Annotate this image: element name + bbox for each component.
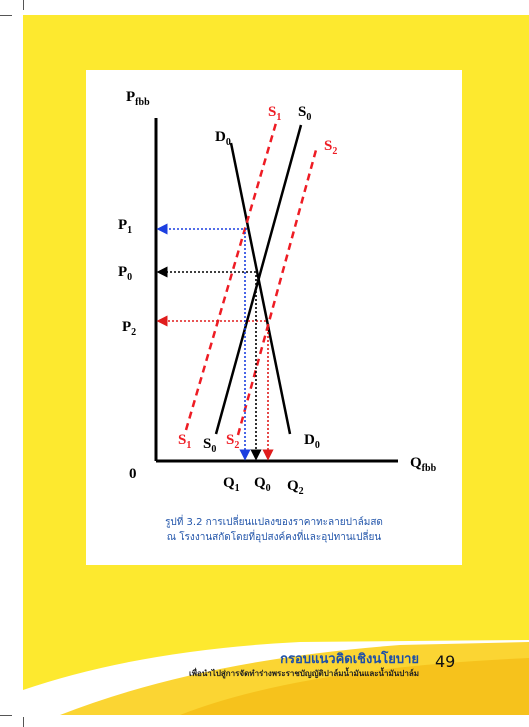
caption-line-1: รูปที่ 3.2 การเปลี่ยนแปลงของราคาทะลายปาล์มสด bbox=[165, 517, 383, 528]
footer-title: กรอบแนวคิดเชิงนโยบาย bbox=[280, 652, 419, 667]
caption-line-2: ณ โรงงานสกัดโดยที่อุปสงค์คงที่และอุปทานเปลี่ยน bbox=[166, 532, 382, 543]
curve-label-s0-bottom: $S_0$ bbox=[203, 436, 217, 455]
price-label-p2: $P_2$ bbox=[122, 319, 137, 338]
footer-subtitle: เพื่อนำไปสู่การจัดทำร่างพระราชบัญญัติปาล์มน้ำมันและน้ำมันปาล์ม bbox=[189, 669, 419, 678]
curve-label-s1-bottom: $S_1$ bbox=[178, 432, 192, 451]
curve-label-d0-bottom: $D_0$ bbox=[304, 432, 320, 451]
x-axis-label: $Q_{fbb}$ bbox=[410, 455, 437, 474]
quantity-label-q2: $Q_2$ bbox=[287, 478, 304, 497]
price-label-p1: $P_1$ bbox=[118, 217, 133, 236]
price-label-p0: $P_0$ bbox=[118, 264, 133, 283]
quantity-label-q0: $Q_0$ bbox=[254, 475, 271, 494]
supply-curve-s0 bbox=[216, 125, 301, 434]
demand-curve-d0 bbox=[231, 143, 290, 434]
curve-label-s1-top: $S_1$ bbox=[268, 104, 282, 123]
figure-caption bbox=[86, 515, 462, 545]
curve-label-s0-top: $S_0$ bbox=[298, 104, 312, 123]
y-axis-label: $P_{fbb}$ bbox=[126, 89, 150, 108]
curve-label-s2-top: $S_2$ bbox=[324, 138, 338, 157]
curve-label-d0-top: $D_0$ bbox=[215, 129, 231, 148]
quantity-label-q1: $Q_1$ bbox=[223, 475, 240, 494]
curve-label-s2-bottom: $S_2$ bbox=[226, 432, 240, 451]
page-number: 49 bbox=[435, 652, 456, 671]
origin-label: 0 bbox=[129, 466, 137, 482]
supply-curve-s2 bbox=[238, 150, 316, 435]
